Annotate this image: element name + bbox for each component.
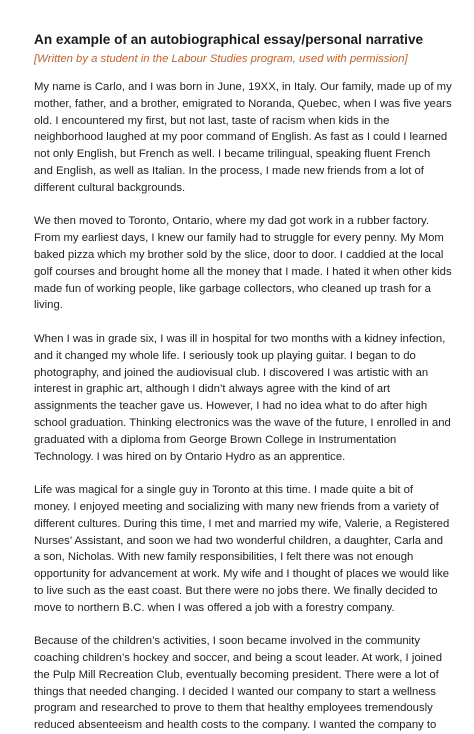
document-subtitle: [Written by a student in the Labour Studies program, used with permission] [34,53,408,65]
paragraph-2: We then moved to Toronto, Ontario, where my dad got work in a rubber factory. From my earliest days, I knew our family had to struggle for every penny. My Mom baked pizza which my brother sold by the slice, door to door. I caddied at the local golf courses and brought home all the money that I made. I hated it when other kids made fun of working people, like garbage collectors, who cleaned up trash for a living. [34,215,452,312]
paragraph-4: Life was magical for a single guy in Toronto at this time. I made quite a bit of money. I enjoyed meeting and socializing with many new friends from a variety of different cultures. During this time, I met and married my wife, Valerie, a Registered Nurses’ Assistant, and soon we had two wonderful children, a daughter, Carla and a son, Nicholas. With new family responsibilities, I felt there was not enough opportunity for advancement at work. My wife and I thought of places we would like to live such as the east coast. But there were no jobs there. We finally decided to move to northern B.C. when I was offered a job with a forestry company. [34,484,450,614]
paragraph-1: My name is Carlo, and I was born in June, 19XX, in Italy. Our family, made up of my mother, father, and a brother, emigrated to Noranda, Quebec, when I was five years old. I encountered my first, but not last, taste of racism when kids in the neighborhood laughed at my poor command of English. As fast as I could I learned not only English, but French as well. I became trilingual, speaking fluent French and English, as well as Italian. In the process, I made new friends from a lot of different cultural backgrounds. [34,81,452,194]
paragraph-5: Because of the children’s activities, I soon became involved in the community coaching children’s hockey and soccer, and being a scout leader. At work, I joined the Pulp Mill Recreation Club, eventually becoming president. There were a lot of things that needed changing. I decided I wanted our company to start a wellness program and researched to prove to them that healthy employees tremendously reduced absenteeism and health costs to the company. I wanted the company to [34,635,442,732]
paragraph-3: When I was in grade six, I was ill in hospital for two months with a kidney infection, and it changed my whole life. I seriously took up playing guitar. I began to do photography, and joined the audiovisual club. I discovered I was artistic with an interest in graphic art, although I didn’t always agree with the kind of art assignments the teacher gave us. However, I had no idea what to do after high school graduation. Thinking electronics was the wave of the future, I enrolled in and graduated with a diploma from George Brown College in Instrumentation Technology. I was hired on by Ontario Hydro as an apprentice. [34,332,451,463]
essay-body [34,79,456,734]
document-title: An example of an autobiographical essay/personal narrative [34,32,424,47]
